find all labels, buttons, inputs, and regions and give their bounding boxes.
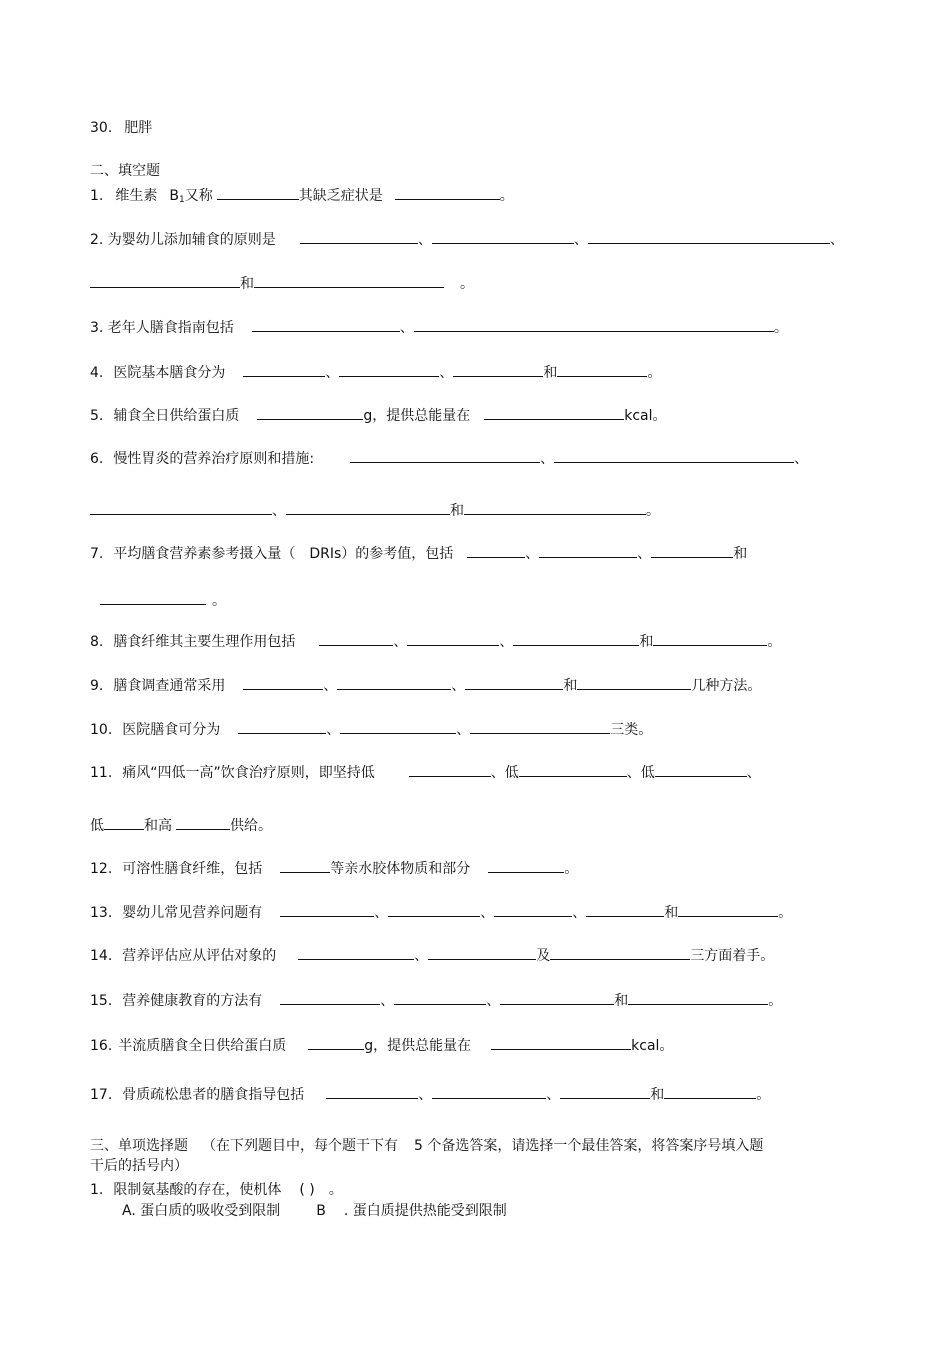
text-fragment: 。 xyxy=(768,993,783,1009)
section-title-fill-blank xyxy=(90,162,160,180)
answer-blank[interactable] xyxy=(407,630,499,646)
answer-blank[interactable] xyxy=(90,272,240,288)
text-fragment: 、 xyxy=(546,1087,561,1103)
text-fragment: 膳食调查通常采用 xyxy=(113,678,226,694)
text-fragment: 几种方法。 xyxy=(691,678,762,694)
answer-blank[interactable] xyxy=(254,272,444,288)
text-fragment: DRIs）的参考值，包括 xyxy=(309,546,454,562)
answer-blank[interactable] xyxy=(500,989,614,1005)
text-fragment: 。 xyxy=(646,503,660,519)
answer-blank[interactable] xyxy=(588,228,830,244)
text-fragment: 14. xyxy=(90,948,113,964)
answer-blank[interactable] xyxy=(432,1083,546,1099)
text-fragment: 膳食纤维其主要生理作用包括 xyxy=(113,634,296,650)
item-30 xyxy=(90,119,152,137)
text-fragment: 17. xyxy=(90,1087,113,1103)
text-fragment: 、 xyxy=(323,678,338,694)
text-fragment: 、 xyxy=(637,546,652,562)
answer-blank[interactable] xyxy=(484,404,624,420)
text-fragment: 13. xyxy=(90,905,113,921)
text-fragment: 。 xyxy=(756,1087,771,1103)
text-fragment: 和高 xyxy=(144,818,172,834)
text-fragment: 婴幼儿常见营养问题有 xyxy=(122,905,263,921)
text-fragment: 和 xyxy=(733,546,748,562)
text-fragment: 。 xyxy=(499,188,514,204)
text-fragment: 1. xyxy=(90,1182,104,1198)
text-fragment: 、 xyxy=(746,765,761,781)
answer-blank[interactable] xyxy=(577,674,691,690)
text-fragment: 5 个备选答案，请选择一个最佳答案，将答案序号填入题 xyxy=(414,1138,764,1154)
answer-blank[interactable] xyxy=(488,857,564,873)
text-fragment: 、 xyxy=(451,678,466,694)
option-b-label[interactable]: B xyxy=(316,1203,326,1219)
answer-blank[interactable] xyxy=(176,814,230,830)
text-fragment: 、 xyxy=(480,905,495,921)
text-fragment: 和 xyxy=(639,634,654,650)
text-fragment: 三、单项选择题 xyxy=(90,1138,188,1154)
answer-blank[interactable] xyxy=(243,361,325,377)
text-fragment: 、 xyxy=(829,232,844,248)
text-fragment: 。 xyxy=(773,320,788,336)
text-fragment: 及 xyxy=(536,948,551,964)
question-12 xyxy=(90,857,578,878)
text-fragment: 骨质疏松患者的膳食指导包括 xyxy=(122,1087,305,1103)
text-fragment: 、 xyxy=(272,503,286,519)
text-fragment: 、 xyxy=(418,1087,433,1103)
text-fragment: 慢性胃炎的营养治疗原则和措施: xyxy=(113,451,315,467)
answer-blank[interactable] xyxy=(257,404,363,420)
question-4 xyxy=(90,361,661,382)
answer-blank[interactable] xyxy=(280,901,374,917)
text-fragment: 6. xyxy=(90,451,104,467)
answer-blank[interactable] xyxy=(453,361,543,377)
text-fragment: 供给。 xyxy=(230,818,272,834)
text-fragment: 三类。 xyxy=(610,722,653,738)
text-fragment: 10. xyxy=(90,722,113,738)
answer-blank[interactable] xyxy=(280,989,380,1005)
text-fragment: 和 xyxy=(563,678,578,694)
question-6-cont xyxy=(90,499,660,520)
answer-blank[interactable] xyxy=(554,447,794,463)
text-fragment: 、 xyxy=(374,905,389,921)
text-fragment: 1. xyxy=(90,188,104,204)
question-15 xyxy=(90,989,782,1010)
question-10 xyxy=(90,718,652,739)
text-fragment: 30. xyxy=(90,120,113,136)
text-fragment: 。 xyxy=(328,1182,343,1198)
text-fragment: 医院膳食可分为 xyxy=(122,722,221,738)
text-fragment: 限制氨基酸的存在，使机体 xyxy=(113,1182,282,1198)
text-fragment: 15. xyxy=(90,993,113,1009)
text-fragment: 。 xyxy=(659,1038,674,1054)
text-fragment: 。 xyxy=(460,276,474,292)
text-fragment: 。 xyxy=(767,634,782,650)
text-fragment: 、 xyxy=(573,232,588,248)
text-fragment: 可溶性膳食纤维，包括 xyxy=(122,861,263,877)
text-fragment: 和 xyxy=(664,905,679,921)
answer-blank[interactable] xyxy=(465,674,563,690)
text-fragment: 平均膳食营养素参考摄入量（ xyxy=(113,546,296,562)
text-fragment: 低 xyxy=(90,818,104,834)
answer-blank[interactable] xyxy=(90,499,272,515)
question-1 xyxy=(90,184,514,209)
text-fragment: 又称 xyxy=(184,188,213,204)
question-11 xyxy=(90,761,761,782)
text-fragment: 医院基本膳食分为 xyxy=(113,365,226,381)
answer-blank[interactable] xyxy=(664,1083,756,1099)
answer-blank[interactable] xyxy=(409,761,491,777)
option-a[interactable]: A. 蛋白质的吸收受到限制 xyxy=(122,1203,281,1219)
choice-question-1 xyxy=(90,1181,343,1199)
text-fragment: 三方面着手。 xyxy=(690,948,775,964)
text-fragment: 干后的括号内） xyxy=(90,1158,188,1174)
answer-blank[interactable] xyxy=(560,1083,650,1099)
text-fragment: 、 xyxy=(325,365,340,381)
text-fragment: 、低 xyxy=(626,765,655,781)
answer-blank[interactable] xyxy=(388,901,480,917)
text-fragment: 、 xyxy=(417,232,432,248)
answer-blank[interactable] xyxy=(651,542,733,558)
text-fragment: 16. xyxy=(90,1038,113,1054)
text-fragment: 。 xyxy=(564,861,579,877)
answer-blank[interactable] xyxy=(464,499,646,515)
text-fragment: kcal xyxy=(631,1038,660,1054)
text-fragment: 、 xyxy=(486,993,501,1009)
answer-blank[interactable] xyxy=(243,674,323,690)
text-fragment: 1 xyxy=(178,195,185,205)
text-fragment: 二、填空题 xyxy=(90,163,160,179)
text-fragment: 、 xyxy=(499,634,514,650)
answer-blank[interactable] xyxy=(628,989,768,1005)
text-fragment: 11. xyxy=(90,765,113,781)
text-fragment: 、 xyxy=(414,948,429,964)
question-8 xyxy=(90,630,781,651)
answer-blank[interactable] xyxy=(432,228,574,244)
answer-blank[interactable] xyxy=(395,184,500,200)
answer-blank[interactable] xyxy=(394,989,486,1005)
question-2-cont xyxy=(90,272,474,293)
answer-blank[interactable] xyxy=(655,761,747,777)
answer-blank[interactable] xyxy=(494,901,572,917)
answer-blank[interactable] xyxy=(286,499,450,515)
text-fragment: 、 xyxy=(540,451,555,467)
text-fragment: 和 xyxy=(450,503,464,519)
text-fragment: g，提供总能量在 xyxy=(363,408,471,424)
answer-blank[interactable] xyxy=(586,901,664,917)
text-fragment: 、 xyxy=(439,365,454,381)
text-fragment: 。 xyxy=(647,365,662,381)
text-fragment: 2. 为婴幼儿添加辅食的原则是 xyxy=(90,232,276,248)
text-fragment: （在下列题目中，每个题干下有 xyxy=(202,1138,398,1154)
text-fragment: 和 xyxy=(543,365,558,381)
answer-blank[interactable] xyxy=(217,184,299,200)
answer-blank[interactable] xyxy=(308,1034,364,1050)
answer-blank[interactable] xyxy=(550,944,690,960)
text-fragment: 、 xyxy=(456,722,471,738)
answer-blank[interactable] xyxy=(519,761,627,777)
answer-blank[interactable] xyxy=(467,542,525,558)
question-5 xyxy=(90,404,667,425)
answer-blank[interactable] xyxy=(238,718,326,734)
text-fragment: 。 xyxy=(212,593,226,609)
text-fragment: kcal xyxy=(624,408,653,424)
text-fragment: 12. xyxy=(90,861,113,877)
text-fragment: 其缺乏症状是 xyxy=(298,188,383,204)
text-fragment: 、 xyxy=(399,320,414,336)
question-7-cont xyxy=(90,589,226,610)
section-title-single-choice xyxy=(90,1137,763,1155)
question-16 xyxy=(90,1034,673,1055)
text-fragment: 4. xyxy=(90,365,104,381)
text-fragment: 7. xyxy=(90,546,104,562)
answer-blank[interactable] xyxy=(319,630,393,646)
text-fragment: 、低 xyxy=(490,765,519,781)
answer-blank[interactable] xyxy=(104,814,144,830)
answer-blank[interactable] xyxy=(252,316,400,332)
text-fragment: 营养健康教育的方法有 xyxy=(122,993,263,1009)
option-b[interactable]: . 蛋白质提供热能受到限制 xyxy=(343,1203,507,1219)
text-fragment: B xyxy=(169,188,179,204)
text-fragment: 、 xyxy=(393,634,408,650)
answer-blank[interactable] xyxy=(653,630,767,646)
question-13 xyxy=(90,901,792,922)
question-14 xyxy=(90,944,774,965)
question-9 xyxy=(90,674,761,695)
section-title-single-choice-cont xyxy=(90,1157,188,1175)
answer-blank[interactable] xyxy=(678,901,778,917)
answer-blank[interactable] xyxy=(350,447,540,463)
text-fragment: 和 xyxy=(240,276,254,292)
text-fragment: 、 xyxy=(326,722,341,738)
question-6 xyxy=(90,447,808,468)
text-fragment: 3. 老年人膳食指南包括 xyxy=(90,320,234,336)
text-fragment: 和 xyxy=(614,993,629,1009)
text-fragment: 辅食全日供给蛋白质 xyxy=(113,408,240,424)
text-fragment: 半流质膳食全日供给蛋白质 xyxy=(118,1038,287,1054)
text-fragment: 、 xyxy=(380,993,395,1009)
answer-blank[interactable] xyxy=(470,718,610,734)
answer-blank[interactable] xyxy=(513,630,639,646)
question-17 xyxy=(90,1083,770,1104)
answer-blank[interactable] xyxy=(539,542,637,558)
question-3 xyxy=(90,316,788,337)
text-fragment: 5. xyxy=(90,408,104,424)
text-fragment: 痛风“四低一高”饮食治疗原则，即坚持低 xyxy=(122,765,375,781)
answer-blank[interactable] xyxy=(326,1083,418,1099)
answer-blank[interactable] xyxy=(339,361,439,377)
answer-blank[interactable] xyxy=(340,718,456,734)
choice-options xyxy=(122,1202,507,1220)
text-fragment: 9. xyxy=(90,678,104,694)
text-fragment: g，提供总能量在 xyxy=(364,1038,472,1054)
text-fragment: 8. xyxy=(90,634,104,650)
text-fragment: 、 xyxy=(794,451,809,467)
text-fragment: 营养评估应从评估对象的 xyxy=(122,948,277,964)
text-fragment: 、 xyxy=(572,905,587,921)
text-fragment: 等亲水胶体物质和部分 xyxy=(330,861,471,877)
question-11-cont xyxy=(90,814,272,835)
answer-blank[interactable] xyxy=(414,316,774,332)
question-7 xyxy=(90,542,747,563)
answer-blank[interactable] xyxy=(428,944,536,960)
answer-blank[interactable] xyxy=(300,228,418,244)
text-fragment: 维生素 xyxy=(115,188,158,204)
text-fragment: 。 xyxy=(778,905,793,921)
answer-blank[interactable] xyxy=(100,589,206,605)
answer-paren[interactable]: ( ) xyxy=(299,1182,315,1198)
answer-blank[interactable] xyxy=(557,361,647,377)
question-2 xyxy=(90,228,844,249)
answer-blank[interactable] xyxy=(491,1034,631,1050)
text-fragment: 、 xyxy=(525,546,540,562)
text-fragment: 肥胖 xyxy=(124,120,153,136)
answer-blank[interactable] xyxy=(280,857,330,873)
answer-blank[interactable] xyxy=(337,674,451,690)
text-fragment: 和 xyxy=(650,1087,665,1103)
answer-blank[interactable] xyxy=(298,944,414,960)
text-fragment: 。 xyxy=(652,408,667,424)
